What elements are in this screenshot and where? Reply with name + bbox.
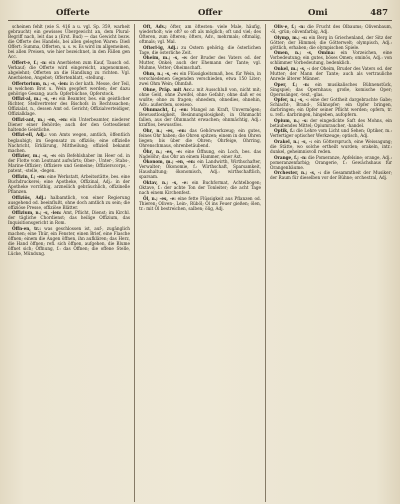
dictionary-entry <box>8 174 130 194</box>
entry-headword: Öffn·en, tr.: <box>12 225 41 231</box>
dictionary-entry <box>8 96 130 116</box>
dictionary-entry <box>270 24 392 34</box>
entry-headword: Ökonom, m.; -en, -en: <box>143 159 196 165</box>
header-left-word: Offerte <box>56 8 90 18</box>
entry-text: öfter, am öftesten: viele Male, häufig, wiederholt; wie oft? so oft als möglich; oft und viel; des Öfteren, zum öfteren; öfters, Adv., mehrmals; oftmalig, oftmals; vgl. Mal. <box>139 24 261 45</box>
entry-text: scheinen fehlt (wie S. 416 a u. vgl. Sp. 359, warheit gebraucht) ein gewisses Übergewicht an, dem Plural-Begriff nach, leit das a (Erst. Bud) — das Gewicht bezw. die Offerte des Handels, bei allen gelegten Waren: Dieß Offert: Summa, Offerten, u. s. w. Es wird im allgemeinen, bei allen Preisen, wie hier bezeichnet, in den Fällen gen Acc. <box>8 24 130 60</box>
dictionary-entry <box>8 60 130 80</box>
text-column <box>139 24 261 502</box>
entry-text: Mangel an Kraft, Unvermögen; Bewusstlosigkeit, Besinnungslosigkeit; in Ohnmacht fallen, aus der Ohnmacht erwachen; ohnmächtig, Adj.: kraftlos, bewusstlos. <box>139 107 261 128</box>
entry-headword: Opium, n.; -s: <box>274 117 308 123</box>
entry-headword: Oft, Adv.; <box>143 24 167 29</box>
dictionary-entry <box>8 210 130 225</box>
dictionary-entry <box>8 153 130 173</box>
entry-text: was geschlossen ist, auf-, zugänglich machen; eine Thür, ein Fenster, einen Brief, eine Flasche öffnen; einem die Augen öffnen, ihn aufklären; das Herz, die Hand öffnen; refl. sich öffnen, aufgehen, die Blume öffnet sich; Öffnung, f.: das Öffnen; die offene Stelle, Lücke, Mündung. <box>8 225 130 257</box>
entry-headword: Offertorium, n.; -s, -ien: <box>12 80 69 86</box>
dictionary-entry <box>139 24 261 44</box>
dictionary-entry <box>139 159 261 179</box>
entry-headword: Offert·e, f.; -n: <box>12 59 47 65</box>
entry-text: ein Anerbieten zum Kauf, Tausch od. Verkauf; die Offerte wird eingereicht, angenommen, abgelehnt; Offerten an die Handlung zu richten. Vgl. Anerbieten, Angebot; Offertenblatt, -stellung. <box>8 59 130 80</box>
dictionary-entry <box>8 117 130 132</box>
dictionary-entry <box>270 97 392 117</box>
dictionary-entry <box>139 71 261 86</box>
entry-text: zu Ostern gehörig; die österlichen Tage, die österliche Zeit. <box>139 44 261 55</box>
entry-headword: Oheim, m.; -s, -e: <box>143 55 188 61</box>
header-center-word: Offer <box>198 8 223 18</box>
page-number: 487 <box>370 8 388 18</box>
dictionary-entry <box>139 87 261 107</box>
dictionary-entry <box>270 66 392 81</box>
entry-text: ein Buchformat, Achtelbogen; Oktave, f.: der achte Ton der Tonleiter; die acht Tage nach einem Kirchenfest. <box>139 179 261 195</box>
entry-headword: Offizi·ell, Adj.: <box>12 132 47 138</box>
dictionary-entry <box>8 195 130 210</box>
dictionary-entry <box>270 128 392 138</box>
dictionary-entry <box>139 128 261 148</box>
entry-headword: Ohnmacht, f.; -en: <box>143 107 189 113</box>
entry-headword: Offizin, f.; -en: <box>12 173 46 179</box>
entry-text: der Oheim, Bruder des Vaters od. der Mutter; der Mann der Tante; auch als vertrauliche Anrede älterer Männer. <box>270 65 392 81</box>
entry-text: die Frucht des Ölbaums; Olivenbaum, -öl, -grün; olivenfarbig, Adj. <box>270 24 392 35</box>
entry-headword: Olymp, m.; -s: <box>274 34 308 40</box>
dictionary-entry <box>8 226 130 256</box>
entry-headword: Offizier, m.; -s, -e: <box>12 153 57 159</box>
entry-headword: Onkel, m.; -s, -: <box>274 65 311 71</box>
dictionary-entry <box>8 24 130 59</box>
entry-text: von Amts wegen, amtlich, öffentlich beglaubigt; im Gegensatz zu offiziös; eine offizielle Nachricht, Erklärung, Mittheilung; offiziell bekannt machen. <box>8 132 130 153</box>
dictionary-entry <box>139 149 261 159</box>
entry-headword: Omen, n.; -s, Omina: <box>274 50 335 56</box>
entry-text: ein Unterbeamter, niederer Diener einer Behörde; auch der den Gottesdienst haltende Geistliche. <box>8 116 130 132</box>
text-column <box>8 24 130 502</box>
dictionary-entry <box>139 107 261 127</box>
entry-headword: Ohm, n.; -s, -e: <box>143 70 179 76</box>
dictionary-entry <box>270 118 392 128</box>
running-header <box>8 6 392 21</box>
entry-text: ein Götterspruch, eine Weissagung; die Stätte, wo solche ertheilt wurden; orakeln, intr.: dunkel, geheimnisvoll reden. <box>270 139 392 155</box>
entry-headword: Optik, f.: <box>274 128 295 134</box>
entry-text: ein Vorzeichen, eine Vorbedeutung; ein gutes, böses Omen; ominös, Adj.: von schlimmer Vorbedeutung, bedenklich. <box>270 50 392 66</box>
entry-headword: Ofterl·ig, Adj.: <box>143 44 179 50</box>
entry-text: der Bruder des Vaters od. der Mutter, Onkel; auch der Ehemann der Tante; vgl. Muhme, Vetter; Oheimschaft. <box>139 55 261 71</box>
entry-headword: Ohne, Präp. mit Acc.: <box>143 86 195 92</box>
entry-headword: Öl, n.; -es, -e: <box>143 195 176 201</box>
dictionary-entry <box>270 82 392 97</box>
dictionary-entry <box>139 45 261 55</box>
dictionary-entry <box>270 139 392 154</box>
entry-text: eine der Gottheit dargebrachte Gabe; Schlacht-, Brand-, Sühnopfer; ein Opfer bringen, darbringen; ein Opfer seiner Pflicht werden; opfern, tr. u. refl.: darbringen, hingeben, aufopfern. <box>270 97 392 118</box>
dictionary-entry <box>139 55 261 70</box>
text-column <box>270 24 392 502</box>
dictionary-entry <box>8 81 130 96</box>
entry-text: die Lehre vom Licht und Sehen; Optiker, m.: Verfertiger optischer Werkzeuge; optisch, Adj. <box>270 128 392 139</box>
entry-text: eine fette Flüssigkeit aus Pflanzen od. Thieren; Oliven-, Lein-, Rüböl; Öl ins Feuer gießen; ölen, tr.: mit Öl bestreichen, salben; ölig, Adj. <box>139 195 261 211</box>
entry-headword: Offizium, n.; -s, -ien: <box>12 210 62 216</box>
dictionary-entry <box>8 132 130 152</box>
column-rule <box>134 24 135 502</box>
entry-headword: Orakel, n.; -s, -: <box>274 139 313 145</box>
entry-text: ein musikalisches Bühnenstück, Singspiel; das Opernhaus; große, komische Oper; Opernsänger, -text, -glas. <box>270 81 392 97</box>
entry-headword: Offizi·al, m.; -s, -e: <box>12 96 58 102</box>
entry-headword: Oktav, n.; -s, -e: <box>143 179 188 185</box>
header-right-word: Omi <box>308 8 328 18</box>
entry-text: die Pomeranze, Apfelsine; orange, Adj.: pomeranzenfarbig; Orangerie, f.: Gewächshaus für Orangenbäume. <box>270 154 392 170</box>
dictionary-entry <box>139 180 261 195</box>
entry-headword: Offiziös, Adj.: <box>12 194 47 200</box>
entry-text: ein Landwirth, Wirthschafter, Verwalter; Ökonomie, f.: Wirthschaft, Sparsamkeit, Haushaltung; ökonomisch, Adj.: wirthschaftlich, sparsam. <box>139 159 261 180</box>
entry-text: eine Öffnung, ein Loch, bes. das Nadelöhr; das Öhr an einem Hammer, einer Axt. <box>139 148 261 159</box>
dictionary-entry <box>270 170 392 180</box>
entry-text: ein Berg in Griechenland, der Sitz der Götter; der Himmel; die Götterwelt; olympisch, Adj.: göttlich, erhaben; die olympischen Spiele. <box>270 34 392 50</box>
entry-text: ein Flüssigkeitsmaß, bes. für Wein, in verschiedenen Gegenden verschieden, etwa 150 Liter; zwei Ohm Wein; Ohmfaß. <box>139 70 261 87</box>
entry-text: in der kath. Messe, der Teil, in welchem Brot u. Wein geopfert werden; der dazu gehörige Gesang; auch: Opferbüchse, Opferstock. <box>8 80 130 96</box>
entry-headword: Orchester, n.; -s, -: <box>274 170 322 176</box>
entry-text: ein Beamter, bes. ein geistlicher Richter, Stellvertreter des Bischofs in Rechtssachen; Offizialat, n., dessen Amt od. Gericht; Offizialverteidiger, Offizialklage. <box>8 96 130 117</box>
entry-text: halbamtlich, von einer Regierung ausgehend od. beeinflußt, ohne doch amtlich zu sein; die offiziöse Presse, offiziöse Blätter. <box>8 194 130 210</box>
entry-headword: Opfer, n.; -s, -: <box>274 97 309 103</box>
entry-headword: Oliv·e, f.; -n: <box>274 24 305 29</box>
entry-text: ein Befehlshaber im Heer od. in der Flotte vom Leutnant aufwärts; Ober-, Unter-, Stabs-, Marine-Offizier; Offiziere und Gemeine; Offizierscorps, -patent, -stelle, -degen. <box>8 153 130 174</box>
entry-text: die Gesammtheit der Musiker; der Raum für dieselben vor der Bühne; orchestral, Adj. <box>270 170 392 181</box>
dictionary-entry <box>270 35 392 50</box>
text-columns <box>8 24 392 502</box>
entry-headword: Ohr, n.; -es, -en: <box>143 127 187 133</box>
entry-text: der eingedickte Saft des Mohns, ein betäubendes Mittel; Opiumraucher, -handel. <box>270 117 392 128</box>
dictionary-entry <box>270 50 392 65</box>
entry-headword: Orange, f.; -n: <box>274 154 307 160</box>
dictionary-entry <box>270 155 392 170</box>
dictionary-entry <box>139 196 261 211</box>
entry-text: eine Werkstatt, Arbeitsstätte, bes. eine Buchdruckerei; eine Apotheke, Offizinal, Adj.: in der Apotheke vorräthig, arzneilich gebräuchlich, offizinelle Pflanzen. <box>8 173 130 194</box>
entry-headword: Offizi·ant, m.; -en, -en: <box>12 116 68 122</box>
entry-text: das Gehörwerkzeug; ein gutes, feines Ohr haben; die Ohren spitzen; einem in den Ohren liegen; bis über die Ohren; Ohrfeige, Ohrring, Ohrenschmaus, ohrenbetäubend. <box>139 127 261 149</box>
entry-text: mit Ausschluß von, nicht mit; ohne Geld, ohne Zweifel, ohne Gefahr; ohne daß er es wußte; ohne zu fragen; ohnedem, ohnedies, ohnehin, Adv.: außerdem, sowieso. <box>139 86 261 107</box>
entry-text: Amt, Pflicht, Dienst; im Kirchl. der tägliche Chordienst; das heilige Offizium, das Inquisitionsgericht in Rom. <box>8 210 130 226</box>
entry-headword: Öhr, n.; -es, -e: <box>143 148 183 154</box>
column-rule <box>265 24 266 502</box>
entry-headword: Oper, f.; -n: <box>274 81 310 87</box>
